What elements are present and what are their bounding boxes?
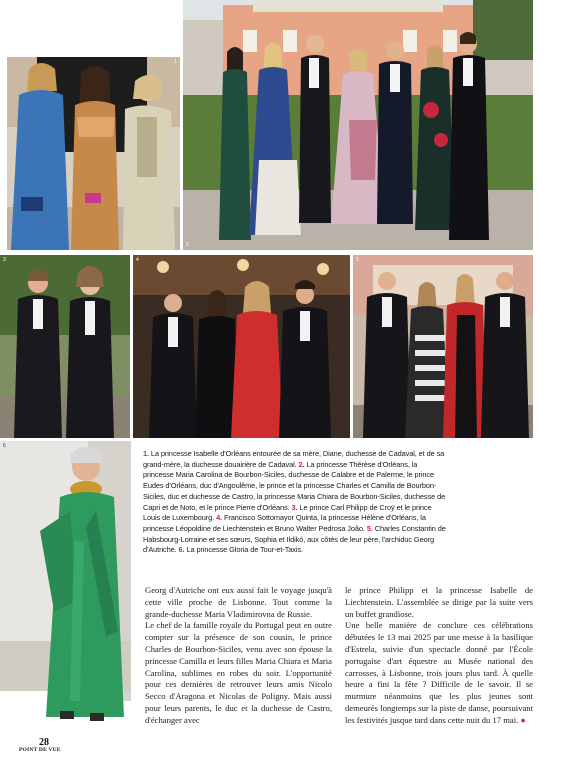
photo-5 xyxy=(353,255,533,438)
article-paragraph-text: Une belle manière de conclure ces célébrations débutées le 13 mai 2025 par une messe à la basilique d'Estrela, suivie d'un spectacle donné par l'École portugaise d'art équestre au Musée national des carrosses, à Lisbonne, trois jours plus tard. À quelle heure a fini la fête ? Difficile de le savoir. Il se murmure néanmoins que les plus jeunes sont demeurés longtemps sur la piste de danse, poursuivant les festivités jusque tard dans cette nuit du 17 mai. xyxy=(345,620,533,725)
caption-text: Francisco Sottomayor Quinta, la princesse Hélène d'Orléans, la princesse Léopoldine de Liechtenstein et Bruno Walter Pedrosa João. xyxy=(143,513,426,533)
article-paragraph: Georg d'Autriche ont eux aussi fait le voyage jusqu'à cette ville proche de Lisbonne. Tout comme la grande-duchesse Maria Vladimirovna de Russie. xyxy=(145,585,332,619)
caption-number: 2. xyxy=(298,459,305,469)
caption-text: La princesse Thérèse d'Orléans, la princesse Maria Carolina de Bourbon-Siciles, duchesse de Calabre et de Palerme, le prince Eudes d'Orléans, duc d'Angoulême, le prince et la princesse Charles et Camilla de Bourbon-Siciles, duc et duchesse de Castro, la princesse Maria Chiara de Bourbon-Siciles, duchesse de Capri et de Noto, et le prince Pierre d'Orléans. xyxy=(143,459,446,512)
caption-number: 6. xyxy=(178,545,185,555)
photo-4 xyxy=(133,255,350,438)
magazine-name: POINT DE VUE xyxy=(19,747,61,753)
article-paragraph xyxy=(345,620,533,726)
caption-text: La princesse Isabelle d'Orléans entourée de sa mère, Diane, duchesse de Cadaval, et de sa grand-mère, la duchesse douairière de Cadaval. xyxy=(143,449,445,469)
photo-number: 1 xyxy=(174,59,177,65)
end-mark-icon: ● xyxy=(520,714,526,725)
article-paragraph: le prince Philipp et la princesse Isabelle de Liechtenstein. L'assemblée se dirige par la suite vers un buffet grandiose. xyxy=(345,585,533,619)
caption-number: 5. xyxy=(366,523,373,533)
article-column-2 xyxy=(345,585,533,727)
caption-text: Charles Constantin de Habsbourg-Lorraine et ses sœurs, Sophia et Ildikó, aux côtés de leur père, l'archiduc Georg d'Autriche. xyxy=(143,523,446,555)
page-number: 28 xyxy=(39,737,49,748)
photo-3 xyxy=(0,255,130,438)
article-paragraph: Le chef de la famille royale du Portugal peut en outre compter sur la présence de son cousin, le prince Charles de Bourbon-Siciles, venu avec son épouse la princesse Camilla et leurs filles Maria Chiara et Maria Carolina, sublimes en robes du soir. L'opportunité pour ces dernières de retrouver leurs amis Nicolo Secco d'Aragona et Nicolas de Poligny. Mais aussi pour leurs parents, le duc et la duchesse de Castro, d'échanger avec xyxy=(145,620,332,725)
photo-number: 4 xyxy=(136,257,139,263)
caption-text: La princesse Gloria de Tour-et-Taxis. xyxy=(184,545,303,555)
photo-6 xyxy=(0,441,131,731)
photo-caption xyxy=(143,449,449,556)
caption-text: Le prince Carl Philipp de Croÿ et le prince Louis de Luxembourg. xyxy=(143,502,432,523)
caption-number: 4. xyxy=(216,513,223,523)
article-column-1 xyxy=(145,585,332,727)
photo-number: 6 xyxy=(3,443,6,449)
photo-2 xyxy=(183,0,533,250)
caption-number: 3. xyxy=(291,502,298,512)
photo-number: 3 xyxy=(3,257,6,263)
photo-number: 5 xyxy=(356,257,359,263)
caption-number: 1. xyxy=(143,449,149,458)
photo-number: 2 xyxy=(186,242,189,248)
photo-1 xyxy=(7,57,180,250)
